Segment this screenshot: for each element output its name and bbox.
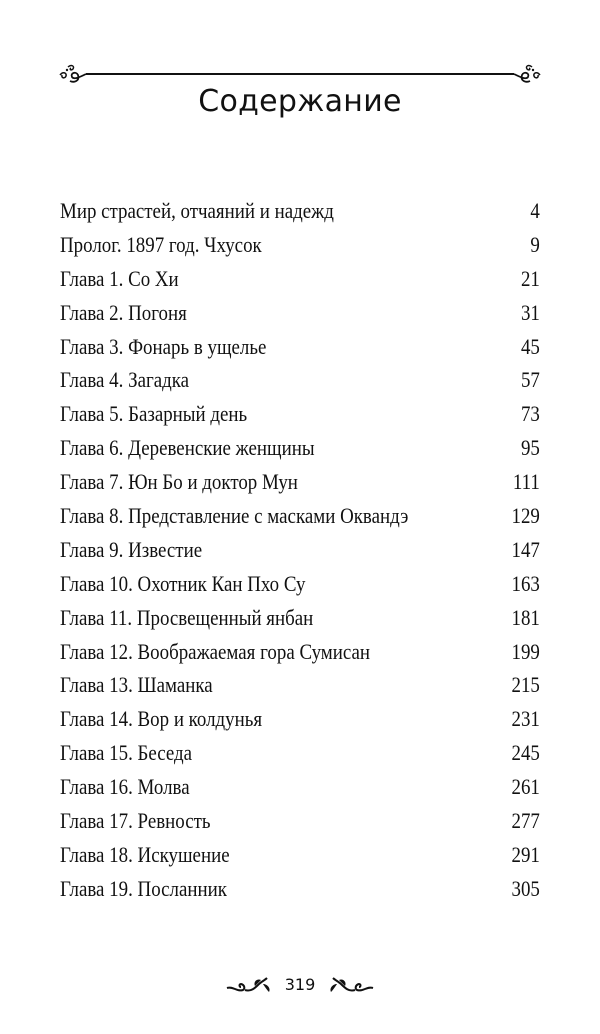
toc-entry-title: Глава 14. Вор и колдунья [60, 706, 263, 732]
toc-entry[interactable] [60, 435, 540, 469]
toc-entry[interactable] [60, 740, 540, 774]
toc-entry[interactable] [60, 232, 540, 266]
toc-entry-title: Глава 3. Фонарь в ущелье [60, 333, 267, 359]
toc-entry-page: 9 [530, 231, 540, 257]
toc-entry-title: Глава 2. Погоня [60, 299, 187, 325]
toc-entry[interactable] [60, 503, 540, 537]
toc-entry-title: Глава 8. Представление с масками Оквандэ [60, 503, 409, 529]
flourish-ornament-icon [58, 61, 88, 85]
toc-entry[interactable] [60, 774, 540, 808]
toc-entry-page: 199 [511, 638, 540, 664]
toc-entry-page: 181 [511, 604, 540, 630]
floral-ornament-icon [225, 974, 273, 994]
horizontal-rule [86, 73, 514, 75]
toc-entry-page: 231 [511, 706, 540, 732]
toc-entry[interactable] [60, 706, 540, 740]
toc-entry-title: Глава 15. Беседа [60, 740, 193, 766]
toc-entry[interactable] [60, 469, 540, 503]
flourish-ornament-icon [512, 61, 542, 85]
toc-entry-title: Глава 18. Искушение [60, 841, 230, 867]
toc-entry[interactable] [60, 842, 540, 876]
toc-entry-page: 4 [530, 198, 540, 223]
toc-entry-title: Глава 5. Базарный день [60, 401, 248, 427]
toc-entry[interactable] [60, 198, 540, 232]
page-number: 319 [284, 974, 316, 994]
toc-entry-page: 147 [511, 536, 540, 562]
page-title: Содержание [198, 84, 402, 119]
toc-entry-page: 215 [511, 672, 540, 698]
toc-entry-page: 111 [512, 469, 540, 495]
toc-entry-title: Глава 13. Шаманка [60, 672, 213, 698]
toc-entry-page: 129 [511, 503, 540, 529]
toc-entry-page: 21 [520, 265, 540, 291]
toc-entry-page: 291 [511, 841, 540, 867]
toc-entry[interactable] [60, 266, 540, 300]
toc-entry[interactable] [60, 334, 540, 368]
toc-entry-title: Глава 16. Молва [60, 774, 190, 800]
toc-entry-title: Пролог. 1897 год. Чхусок [60, 231, 262, 257]
toc-entry-page: 261 [511, 774, 540, 800]
page-footer [0, 974, 600, 994]
toc-entry-title: Глава 6. Деревенские женщины [60, 435, 315, 461]
floral-ornament-icon [327, 974, 375, 994]
toc-entry[interactable] [60, 605, 540, 639]
decorative-header-rule [58, 61, 542, 85]
toc-entry-page: 57 [520, 367, 540, 393]
toc-entry-page: 245 [511, 740, 540, 766]
toc-entry-title: Глава 19. Посланник [60, 875, 227, 901]
toc-entry[interactable] [60, 367, 540, 401]
toc-entry-page: 277 [511, 808, 540, 834]
toc-entry-title: Глава 11. Просвещенный янбан [60, 604, 314, 630]
toc-entry-page: 95 [520, 435, 540, 461]
toc-entry-title: Глава 7. Юн Бо и доктор Мун [60, 469, 298, 495]
toc-entry-title: Глава 17. Ревность [60, 808, 211, 834]
toc-entry[interactable] [60, 639, 540, 673]
toc-entry[interactable] [60, 571, 540, 605]
toc-entry-title: Глава 9. Известие [60, 536, 203, 562]
toc-entry[interactable] [60, 808, 540, 842]
toc-entry-title: Глава 10. Охотник Кан Пхо Су [60, 570, 306, 596]
toc-entry-title: Глава 1. Со Хи [60, 265, 179, 291]
toc-entry-title: Глава 4. Загадка [60, 367, 190, 393]
toc-entry-page: 31 [520, 299, 540, 325]
toc-entry-title: Мир страстей, отчаяний и надежд [60, 198, 334, 223]
toc-entry[interactable] [60, 672, 540, 706]
toc-entry-page: 163 [511, 570, 540, 596]
toc-entry[interactable] [60, 537, 540, 571]
toc-entry-page: 305 [511, 875, 540, 901]
toc-entry-page: 73 [520, 401, 540, 427]
toc-entry[interactable] [60, 876, 540, 910]
toc-entry-title: Глава 12. Воображаемая гора Сумисан [60, 638, 371, 664]
toc-entry[interactable] [60, 401, 540, 435]
toc-entry-page: 45 [520, 333, 540, 359]
toc-entry[interactable] [60, 300, 540, 334]
table-of-contents [60, 198, 540, 910]
